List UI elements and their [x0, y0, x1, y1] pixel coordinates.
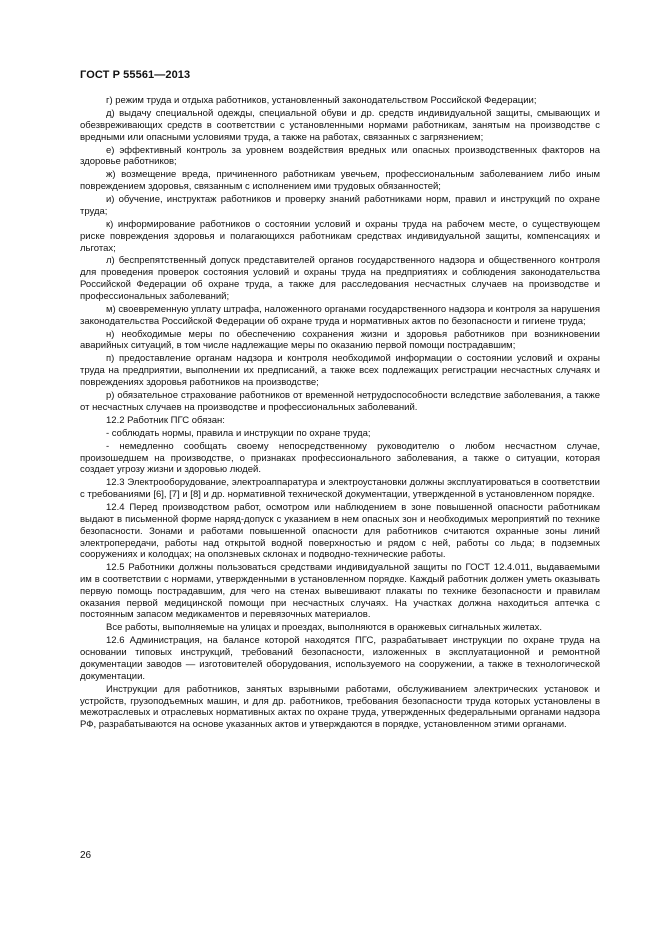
body-text — [80, 95, 600, 732]
paragraph-m: м) своевременную уплату штрафа, наложенного органами государственного надзора и контроля за нарушения законодательства Российской Федерации об охране труда и нормативных актов по безопасности и гигиене труда; — [80, 303, 600, 327]
paragraph-n: н) необходимые меры по обеспечению сохранения жизни и здоровья работников при возникновении аварийных ситуаций, в том числе надлежащие меры по оказанию первой помощи пострадавшим; — [80, 328, 600, 352]
paragraph-i: и) обучение, инструктаж работников и проверку знаний работниками норм, правил и инструкций по охране труда; — [80, 194, 600, 217]
clause-12-5: 12.5 Работники должны пользоваться средствами индивидуальной защиты по ГОСТ 12.4.011, выдаваемыми им в соответствии с нормами, утвержденными в установленном порядке. Каждый работник должен уметь оказывать первую помощь пострадавшим, для чего на стенах вывешивают плакаты по технике безопасности и правилам оказания первой медицинской помощи при несчастных случаях. На участках должна находиться аптечка с постоянным запасом медикаментов и перевязочных материалов. — [80, 562, 600, 621]
paragraph-l: л) беспрепятственный допуск представителей органов государственного надзора и общественного контроля для проведения проверок состояния условий и охраны труда на предприятиях и соблюдения законодательства Российской Федерации об охране труда, а также для расследования несчастных случаев на производстве и профессиональных заболеваний; — [80, 255, 600, 302]
paragraph-zh: ж) возмещение вреда, причиненного работникам увечьем, профессиональным заболеванием либо иным повреждением здоровья, связанным с исполнением ими трудовых обязанностей; — [80, 169, 600, 193]
page-number: 26 — [80, 850, 92, 861]
clause-12-5-note: Все работы, выполняемые на улицах и проездах, выполняются в оранжевых сигнальных жилетах. — [106, 622, 543, 634]
paragraph-e: е) эффективный контроль за уровнем воздействия вредных или опасных производственных факторов на здоровье работников; — [80, 144, 600, 168]
clause-12-4: 12.4 Перед производством работ, осмотром или наблюдением в зоне повышенной опасности работникам выдают в письменной форме наряд-допуск с указанием в нем опасных зон и необходимых мероприятий по технике безопасности. Зонами и работами повышенной опасности для работников считаются охранные зоны линий электропередачи, работы над открытой водной поверхностью и рядом с ней, работы со льда; в подземных сооружениях и колодцах; на оползневых склонах и подводно-технические работы. — [80, 502, 600, 561]
paragraph-r: р) обязательное страхование работников от временной нетрудоспособности вследствие заболевания, а также от несчастных случаев на производстве и профессиональных заболеваний. — [80, 390, 600, 413]
standard-header: ГОСТ Р 55561—2013 — [80, 69, 191, 81]
clause-12-6: 12.6 Администрация, на балансе которой находятся ПГС, разрабатывает инструкции по охране труда на основании типовых инструкций, требований безопасности, изложенных в эксплуатационной и ремонтной документации заводов — изготовителей оборудования, используемого на сооружении, а также в технологической документации. — [80, 635, 600, 682]
paragraph-p: п) предоставление органам надзора и контроля необходимой информации о состоянии условий и охраны труда на предприятии, выполнении их предписаний, а также всех подлежащих регистрации несчастных случаях и повреждениях здоровья работников на производстве; — [80, 353, 600, 389]
paragraph-g: г) режим труда и отдыха работников, установленный законодательством Российской Федерации; — [106, 95, 537, 106]
clause-12-6-instructions: Инструкции для работников, занятых взрывными работами, обслуживанием электрических установок и устройств, грузоподъемных машин, и для др. работников, требования безопасности труда которых установлены в межотраслевых и отраслевых нормативных актах по охране труда, утвержденных федеральными органами надзора РФ, разрабатываются на основе указанных актов и утверждаются в порядке, установленном этими органами. — [80, 683, 600, 731]
clause-12-2-item-2: - немедленно сообщать своему непосредственному руководителю о любом несчастном случае, произошедшем на производстве, о признаках профессионального заболевания, а также о ситуации, которая создает угрозу жизни и здоровью людей. — [80, 440, 600, 476]
clause-12-2: 12.2 Работник ПГС обязан: — [106, 414, 225, 426]
paragraph-k: к) информирование работников о состоянии условий и охраны труда на рабочем месте, о существующем риске повреждения здоровья и полагающихся работникам средствах индивидуальной защиты, компенсациях и льготах; — [80, 218, 600, 254]
clause-12-3: 12.3 Электрооборудование, электроаппаратура и электроустановки должны эксплуатироваться в соответствии с требованиями [6], [7] и [8] и др. нормативной технической документации, утвержденной в установленном порядке. — [80, 477, 600, 501]
paragraph-d: д) выдачу специальной одежды, специальной обуви и др. средств индивидуальной защиты, смывающих и обезвреживающих средств в соответствии с установленными нормами работникам, занятым на производстве с вредными или опасными условиями труда, а также на работах, связанных с загрязнением; — [80, 107, 600, 143]
clause-12-2-item-1: - соблюдать нормы, правила и инструкции по охране труда; — [106, 427, 371, 439]
